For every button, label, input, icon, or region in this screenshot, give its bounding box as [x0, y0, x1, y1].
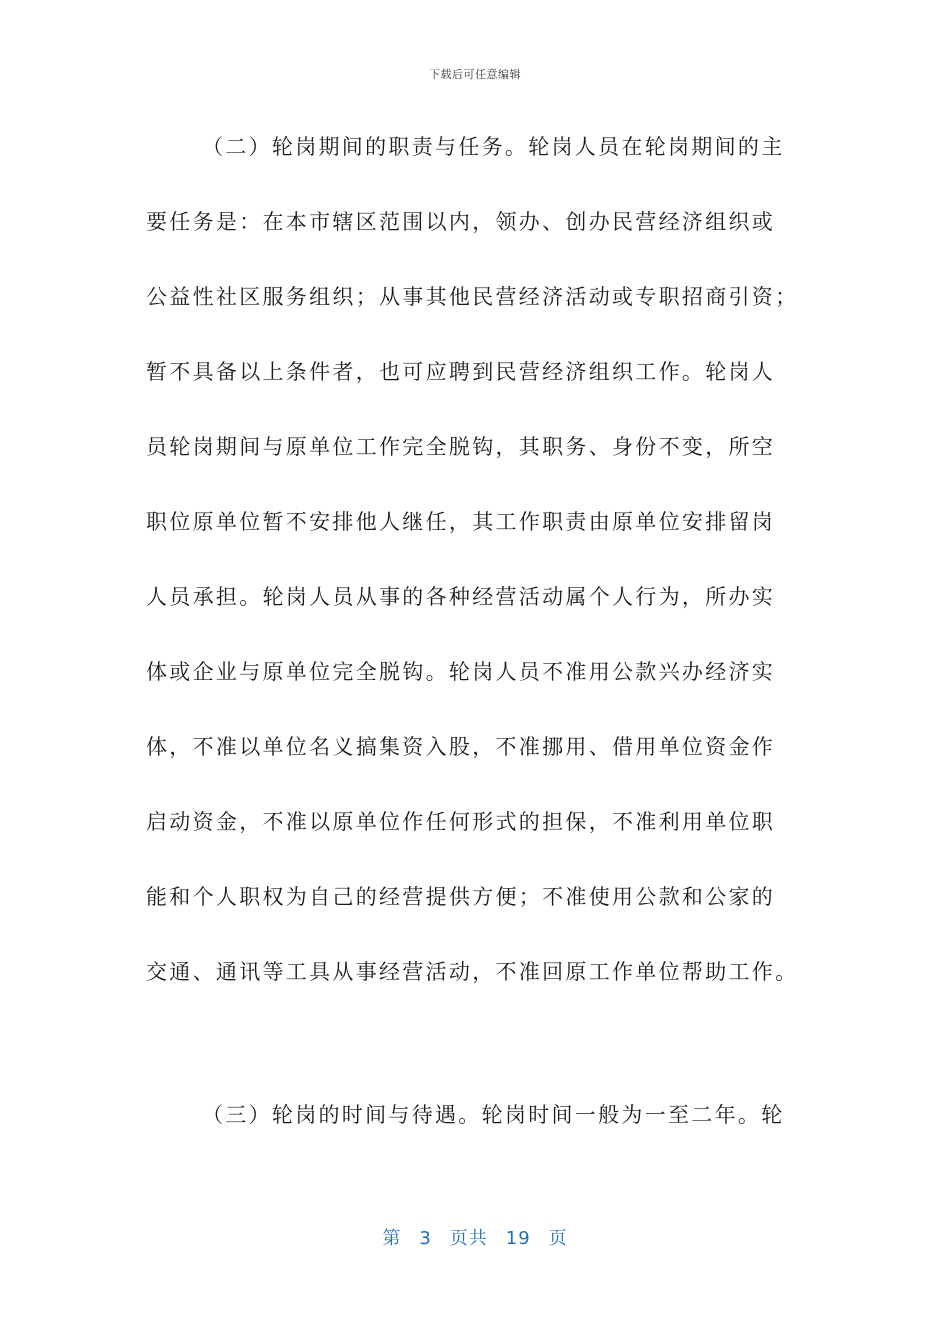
body-paragraph-2 — [146, 110, 806, 1010]
header-note: 下载后可任意编辑 — [429, 68, 521, 81]
paragraph-line: 人员承担。轮岗人员从事的各种经营活动属个人行为，所办实 — [146, 585, 776, 609]
paragraph-line: 交通、通讯等工具从事经营活动，不准回原工作单位帮助工作。 — [146, 960, 799, 984]
paragraph-line: 能和个人职权为自己的经营提供方便；不准使用公款和公家的 — [146, 885, 776, 909]
paragraph-line: （二）轮岗期间的职责与任务。轮岗人员在轮岗期间的主 — [202, 135, 785, 159]
paragraph-line: 启动资金，不准以原单位作任何形式的担保，不准利用单位职 — [146, 810, 776, 834]
footer-total-pages: 19 — [505, 1228, 531, 1249]
paragraph-line: 员轮岗期间与原单位工作完全脱钩，其职务、身份不变，所空 — [146, 435, 776, 459]
paragraph-line: （三）轮岗的时间与待遇。轮岗时间一般为一至二年。轮 — [202, 1103, 785, 1127]
page-footer — [0, 1224, 950, 1250]
paragraph-line: 暂不具备以上条件者，也可应聘到民营经济组织工作。轮岗人 — [146, 360, 776, 384]
paragraph-line: 职位原单位暂不安排他人继任，其工作职责由原单位安排留岗 — [146, 510, 776, 534]
paragraph-line: 体，不准以单位名义搞集资入股，不准挪用、借用单位资金作 — [146, 735, 776, 759]
paragraph-line: 公益性社区服务组织；从事其他民营经济活动或专职招商引资； — [146, 285, 799, 309]
footer-page-number: 3 — [419, 1228, 432, 1249]
footer-prefix: 第 — [382, 1228, 402, 1249]
paragraph-line: 体或企业与原单位完全脱钩。轮岗人员不准用公款兴办经济实 — [146, 660, 776, 684]
paragraph-line: 要任务是：在本市辖区范围以内，领办、创办民营经济组织或 — [146, 210, 776, 234]
body-paragraph-3 — [146, 1078, 806, 1153]
footer-suffix: 页 — [548, 1228, 568, 1249]
footer-middle: 页共 — [449, 1228, 488, 1249]
